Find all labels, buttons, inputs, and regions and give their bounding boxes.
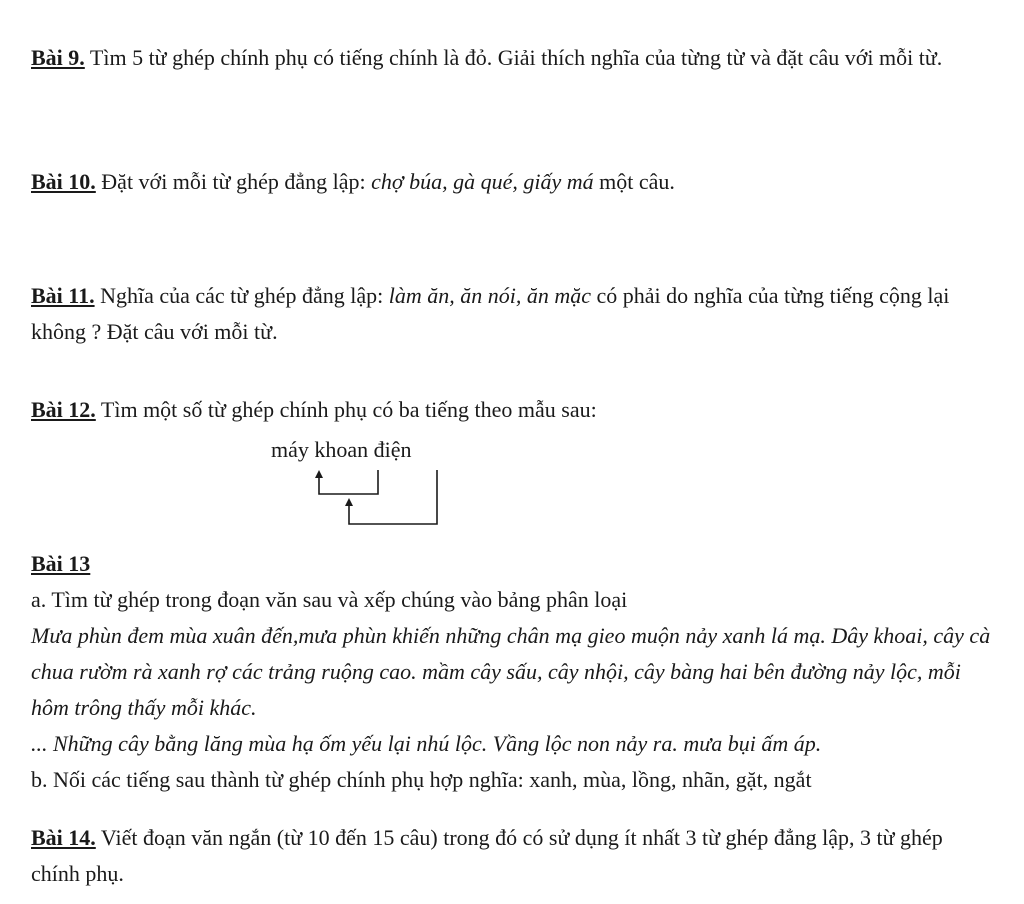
exercise-10 bbox=[31, 164, 675, 200]
diagram-arrows bbox=[271, 432, 471, 528]
word-structure-diagram bbox=[271, 432, 471, 528]
arrow-dien-to-may bbox=[349, 470, 437, 524]
exercise-10-text-before: Đặt với mỗi từ ghép đẳng lập: bbox=[95, 169, 372, 194]
exercise-13-part-a: a. Tìm từ ghép trong đoạn văn sau và xếp chúng vào bảng phân loại bbox=[31, 587, 628, 612]
exercise-14-label: Bài 14. bbox=[31, 825, 96, 850]
exercise-10-text-after: một câu. bbox=[593, 169, 675, 194]
exercise-12 bbox=[31, 392, 597, 428]
exercise-13-part-b: b. Nối các tiếng sau thành từ ghép chính phụ hợp nghĩa: xanh, mùa, lồng, nhãn, gặt, ngắt bbox=[31, 767, 812, 792]
diagram-example-word: máy khoan điện bbox=[271, 437, 412, 462]
exercise-13-passage-1: Mưa phùn đem mùa xuân đến,mưa phùn khiến những chân mạ gieo muộn nảy xanh lá mạ. Dây khoai, cây cà chua rườm rà xanh rợ các trảng ruộng cao. mầm cây sấu, cây nhội, cây bàng hai bên đường nảy lộc, mỗi hôm trông thấy mỗi khác. bbox=[31, 623, 991, 720]
exercise-10-label: Bài 10. bbox=[31, 169, 96, 194]
exercise-13-label-line bbox=[31, 546, 991, 582]
exercise-11-text-after: có phải do nghĩa của từng tiếng cộng lại không ? Đặt câu với mỗi từ. bbox=[31, 283, 950, 344]
arrowhead-1 bbox=[315, 470, 323, 478]
exercise-14 bbox=[31, 820, 991, 892]
exercise-13 bbox=[31, 546, 991, 798]
exercise-11-text-before: Nghĩa của các từ ghép đẳng lập: bbox=[94, 283, 389, 308]
exercise-9 bbox=[31, 40, 942, 76]
exercise-10-examples: chợ búa, gà qué, giấy má bbox=[371, 169, 594, 194]
arrowhead-2 bbox=[345, 498, 353, 506]
exercise-13-label: Bài 13 bbox=[31, 551, 91, 576]
exercise-11-label: Bài 11. bbox=[31, 283, 95, 308]
exercise-9-label: Bài 9. bbox=[31, 45, 85, 70]
exercise-12-label: Bài 12. bbox=[31, 397, 96, 422]
arrow-khoan-to-may bbox=[319, 470, 378, 494]
exercise-9-text: Tìm 5 từ ghép chính phụ có tiếng chính là đỏ. Giải thích nghĩa của từng từ và đặt câu với mỗi từ. bbox=[84, 45, 943, 70]
exercise-11-examples: làm ăn, ăn nói, ăn mặc bbox=[388, 283, 591, 308]
exercise-14-text: Viết đoạn văn ngắn (từ 10 đến 15 câu) trong đó có sử dụng ít nhất 3 từ ghép đẳng lập, 3 từ ghép chính phụ. bbox=[31, 825, 943, 886]
exercise-12-text: Tìm một số từ ghép chính phụ có ba tiếng theo mẫu sau: bbox=[95, 397, 597, 422]
exercise-13-passage-2: ... Những cây bằng lăng mùa hạ ốm yếu lại nhú lộc. Vầng lộc non nảy ra. mưa bụi ấm áp. bbox=[31, 731, 822, 756]
exercise-11 bbox=[31, 278, 991, 350]
